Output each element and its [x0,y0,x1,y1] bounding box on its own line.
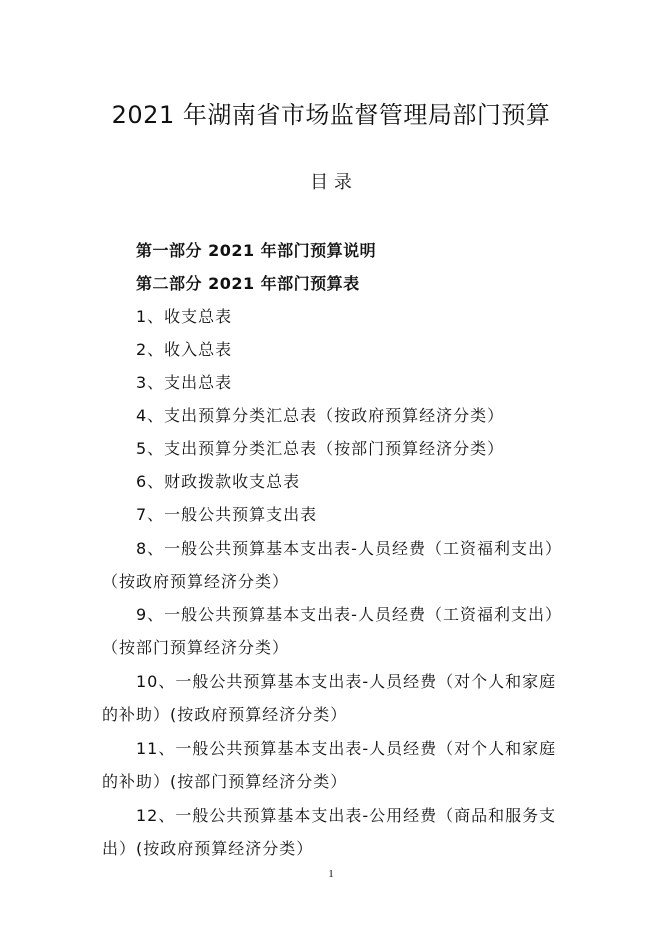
toc-item-12[interactable]: 12、一般公共预算基本支出表-公用经费（商品和服务支 [136,806,557,825]
toc-item-1[interactable]: 1、收支总表 [136,307,233,326]
toc-item-2[interactable]: 2、收入总表 [136,340,233,359]
toc-item-9[interactable]: 9、一般公共预算基本支出表-人员经费（工资福利支出） [136,605,562,624]
toc-item-4[interactable]: 4、支出预算分类汇总表（按政府预算经济分类） [136,406,505,425]
toc-item-10[interactable]: 10、一般公共预算基本支出表-人员经费（对个人和家庭 [136,672,557,691]
toc-item-8[interactable]: 8、一般公共预算基本支出表-人员经费（工资福利支出） [136,539,562,558]
toc-part-2[interactable]: 第二部分 2021 年部门预算表 [136,274,360,293]
toc-item-3[interactable]: 3、支出总表 [136,373,233,392]
toc-item-10-cont[interactable]: 的补助）(按政府预算经济分类） [102,705,348,724]
toc-item-5[interactable]: 5、支出预算分类汇总表（按部门预算经济分类） [136,439,505,458]
toc-item-6[interactable]: 6、财政拨款收支总表 [136,472,301,491]
toc-item-9-cont[interactable]: （按部门预算经济分类） [102,638,290,657]
toc-item-8-cont[interactable]: （按政府预算经济分类） [102,572,290,591]
toc-part-1[interactable]: 第一部分 2021 年部门预算说明 [136,241,377,260]
toc-item-7[interactable]: 7、一般公共预算支出表 [136,505,318,524]
toc-heading: 目 录 [310,172,352,193]
page-number: 1 [328,868,334,880]
document-title: 2021 年湖南省市场监督管理局部门预算 [111,101,551,129]
toc-item-11[interactable]: 11、一般公共预算基本支出表-人员经费（对个人和家庭 [136,739,557,758]
toc-item-12-cont[interactable]: 出）(按政府预算经济分类） [102,839,314,858]
toc-item-11-cont[interactable]: 的补助）(按部门预算经济分类） [102,772,348,791]
